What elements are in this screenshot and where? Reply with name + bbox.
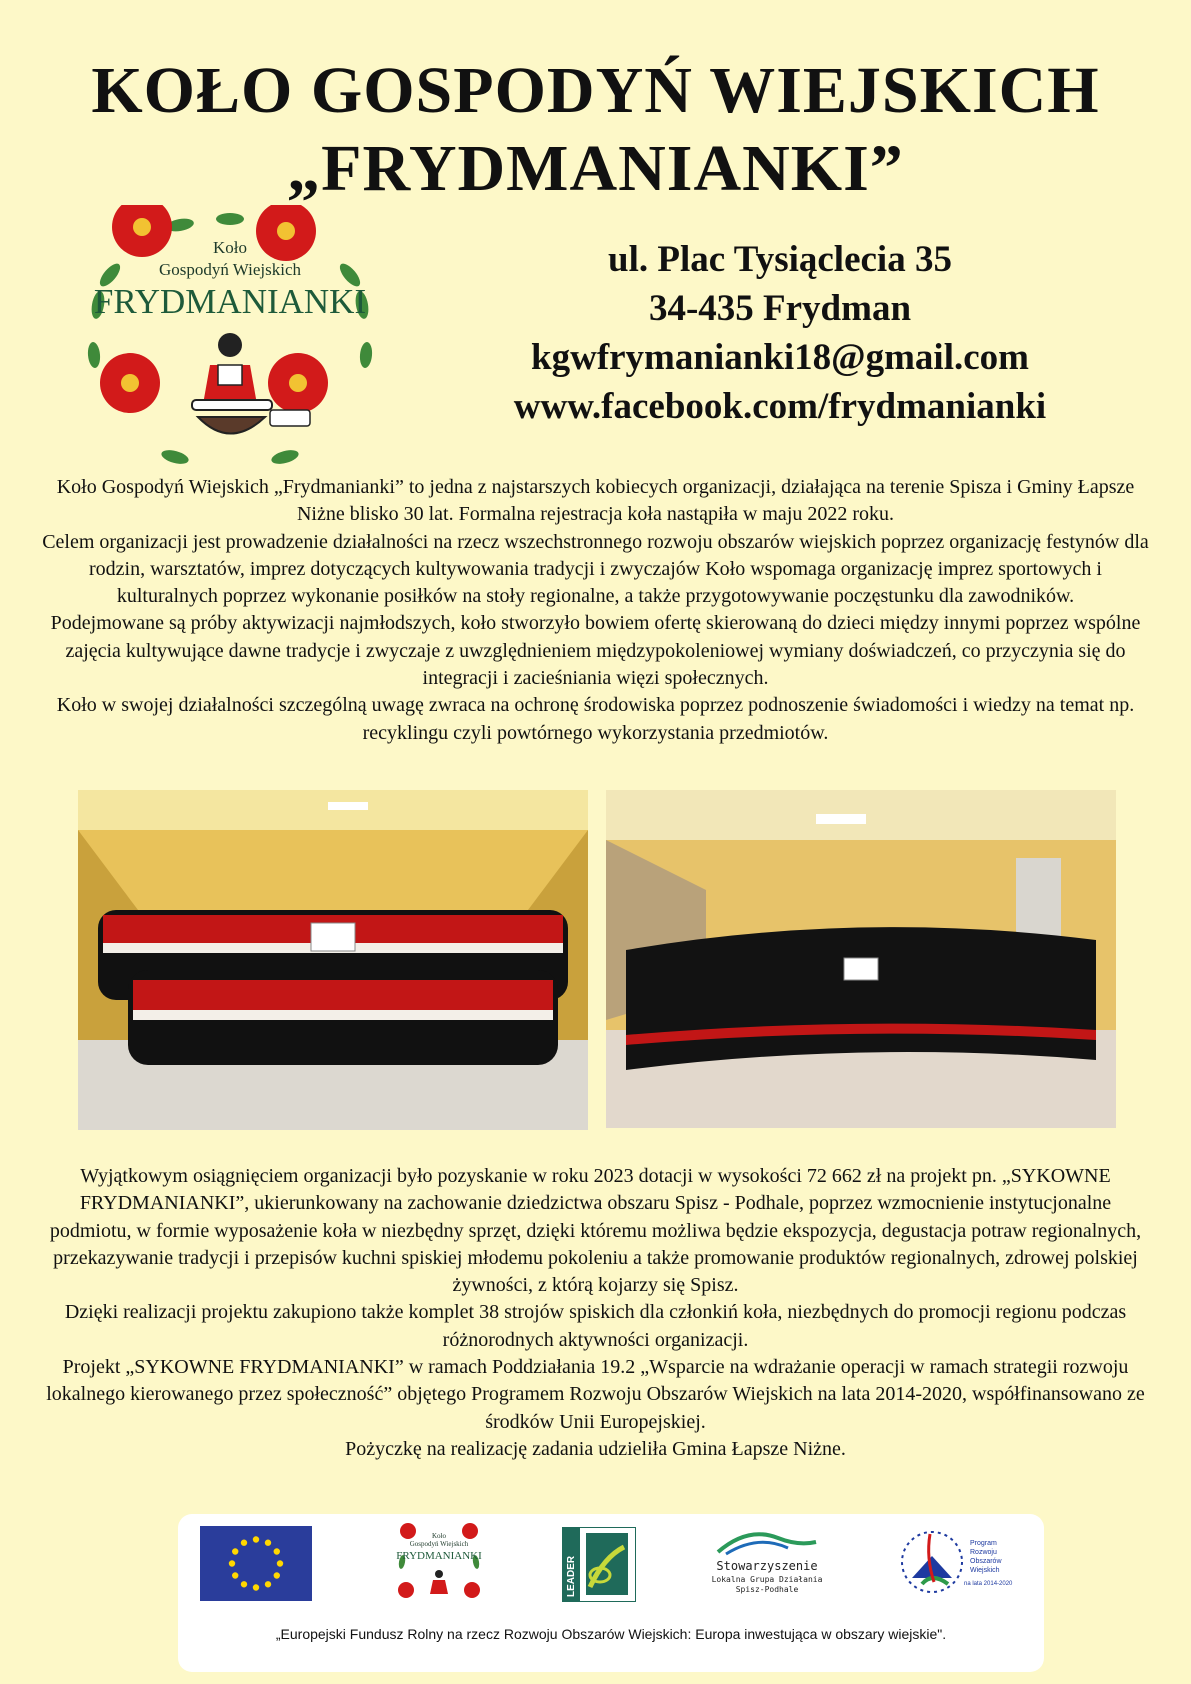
eu-star-icon	[277, 1560, 283, 1566]
eu-star-icon	[274, 1548, 280, 1554]
lgd-spisz-podhale-logo	[708, 1528, 826, 1598]
eu-star-icon	[232, 1548, 238, 1554]
eu-star-icon	[229, 1560, 235, 1566]
intro-paragraph: Celem organizacji jest prowadzenie działalności na rzecz wszechstronnego rozwoju obszarów wiejskich poprzez organizację festynów dla rodzin, warsztatów, imprez dotyczących kultywowania tradycji i zwyczajów Koło wspomaga organizację imprez sportowych i kulturalnych poprzez wykonanie posiłków na stoły regionalne, a także przygotowywanie poczęstunku dla zawodników.	[42, 530, 1149, 608]
eu-star-icon	[241, 1540, 247, 1546]
small-logo-line-2: Gospodyń Wiejskich	[409, 1540, 469, 1548]
contact-city: 34-435 Frydman	[648, 288, 912, 329]
logo-line-2: Gospodyń Wiejskich	[158, 260, 302, 279]
lgd-line-1: Stowarzyszenie	[716, 1559, 818, 1573]
leader-logo	[562, 1527, 636, 1602]
project-paragraph: Pożyczkę na realizację zadania udzieliła Gmina Łapsze Niżne.	[345, 1437, 846, 1460]
eu-flag-logo	[200, 1526, 312, 1601]
frydmanianki-logo	[80, 205, 380, 470]
prow-line-4: Wiejskich	[970, 1567, 1000, 1574]
project-paragraph: Dzięki realizacji projektu zakupiono także komplet 38 strojów spiskich dla członkiń koła, niezbędnych do promocji regionu podczas różnorodnych aktywności organizacji.	[64, 1301, 1127, 1351]
prow-line-3: Obszarów	[970, 1558, 1002, 1565]
project-text	[38, 1163, 1153, 1463]
prow-logo	[898, 1528, 1022, 1598]
lgd-line-3: Spisz-Podhale	[735, 1585, 799, 1594]
eu-star-icon	[232, 1572, 238, 1578]
eu-star-icon	[253, 1584, 259, 1590]
contact-street: ul. Plac Tysiąclecia 35	[608, 239, 952, 280]
title-line-1: KOŁO GOSPODYŃ WIEJSKICH	[91, 54, 1100, 127]
intro-paragraph: Koło Gospodyń Wiejskich „Frydmanianki” to jedna z najstarszych kobiecych organizacji, działająca na terenie Spisza i Gminy Łapsze Niżne blisko 30 lat. Formalna rejestracja koła nastąpiła w maju 2022 roku.	[56, 476, 1135, 526]
logo-line-1: Koło	[213, 238, 247, 257]
eu-star-icon	[274, 1572, 280, 1578]
contact-block	[420, 235, 1140, 431]
eu-star-icon	[253, 1536, 259, 1542]
frydmanianki-small-logo	[392, 1522, 486, 1604]
intro-paragraph: Koło w swojej działalności szczególną uwagę zwraca na ochronę środowiska poprzez podnoszenie świadomości i wiedzy na temat np. recyklingu czyli powtórnego wykorzystania przedmiotów.	[56, 694, 1135, 744]
prow-line-5: na lata 2014-2020	[964, 1581, 1013, 1587]
project-paragraph: Projekt „SYKOWNE FRYDMANIANKI” w ramach Poddziałania 19.2 „Wsparcie na wdrażanie operacji w ramach strategii rozwoju lokalnego kierowanego przez społeczność” objętego Programem Rozwoju Obszarów Wiejskich na lata 2014-2020, współfinansowano ze środków Unii Europejskiej.	[46, 1356, 1145, 1433]
eu-star-icon	[241, 1581, 247, 1587]
eafrd-tagline: „Europejski Fundusz Rolny na rzecz Rozwoju Obszarów Wiejskich: Europa inwestująca w obszary wiejskie".	[275, 1626, 947, 1642]
group-photo-red-costumes	[78, 790, 588, 1130]
group-photo-black-costumes	[606, 790, 1116, 1128]
title-line-2: „FRYDMANIANKI”	[287, 132, 904, 205]
prow-line-2: Rozwoju	[970, 1549, 997, 1556]
intro-text	[38, 474, 1153, 747]
small-logo-name: FRYDMANIANKI	[396, 1550, 482, 1562]
intro-paragraph: Podejmowane są próby aktywizacji najmłodszych, koło stworzyło bowiem ofertę skierowaną do dzieci między innymi poprzez wspólne zajęcia kultywujące dawne tradycje i zwyczaje z uwzględnieniem międzypokoleniowej wymiany doświadczeń, co przyczynia się do integracji i zacieśniania więzi społecznych.	[50, 612, 1141, 690]
logo-name: FRYDMANIANKI	[93, 282, 367, 321]
page-title	[0, 52, 1191, 208]
eu-star-icon	[265, 1540, 271, 1546]
project-paragraph: Wyjątkowym osiągnięciem organizacji było pozyskanie w roku 2023 dotacji w wysokości 72 662 zł na projekt pn. „SYKOWNE FRYDMANIANKI”, ukierunkowany na zachowanie dziedzictwa obszaru Spisz - Podhale, poprzez wzmocnienie instytucjonalne podmiotu, w formie wyposażenie koła w niezbędny sprzęt, dzięki któremu możliwa będzie ekspozycja, degustacja potraw regionalnych, przekazywanie tradycji i przepisów kuchni spiskiej młodemu pokoleniu a także promowanie produktów regionalnych, zdrowej polskiej żywności, z którą kojarzy się Spisz.	[49, 1165, 1142, 1297]
prow-line-1: Program	[970, 1540, 997, 1547]
contact-email[interactable]: kgwfrymanianki18@gmail.com	[531, 337, 1029, 378]
leader-text: LEADER	[566, 1555, 577, 1597]
lgd-line-2: Lokalna Grupa Działania	[711, 1575, 823, 1584]
contact-facebook[interactable]: www.facebook.com/frydmanianki	[513, 386, 1047, 427]
small-logo-line-1: Koło	[432, 1532, 446, 1540]
eu-star-icon	[265, 1581, 271, 1587]
